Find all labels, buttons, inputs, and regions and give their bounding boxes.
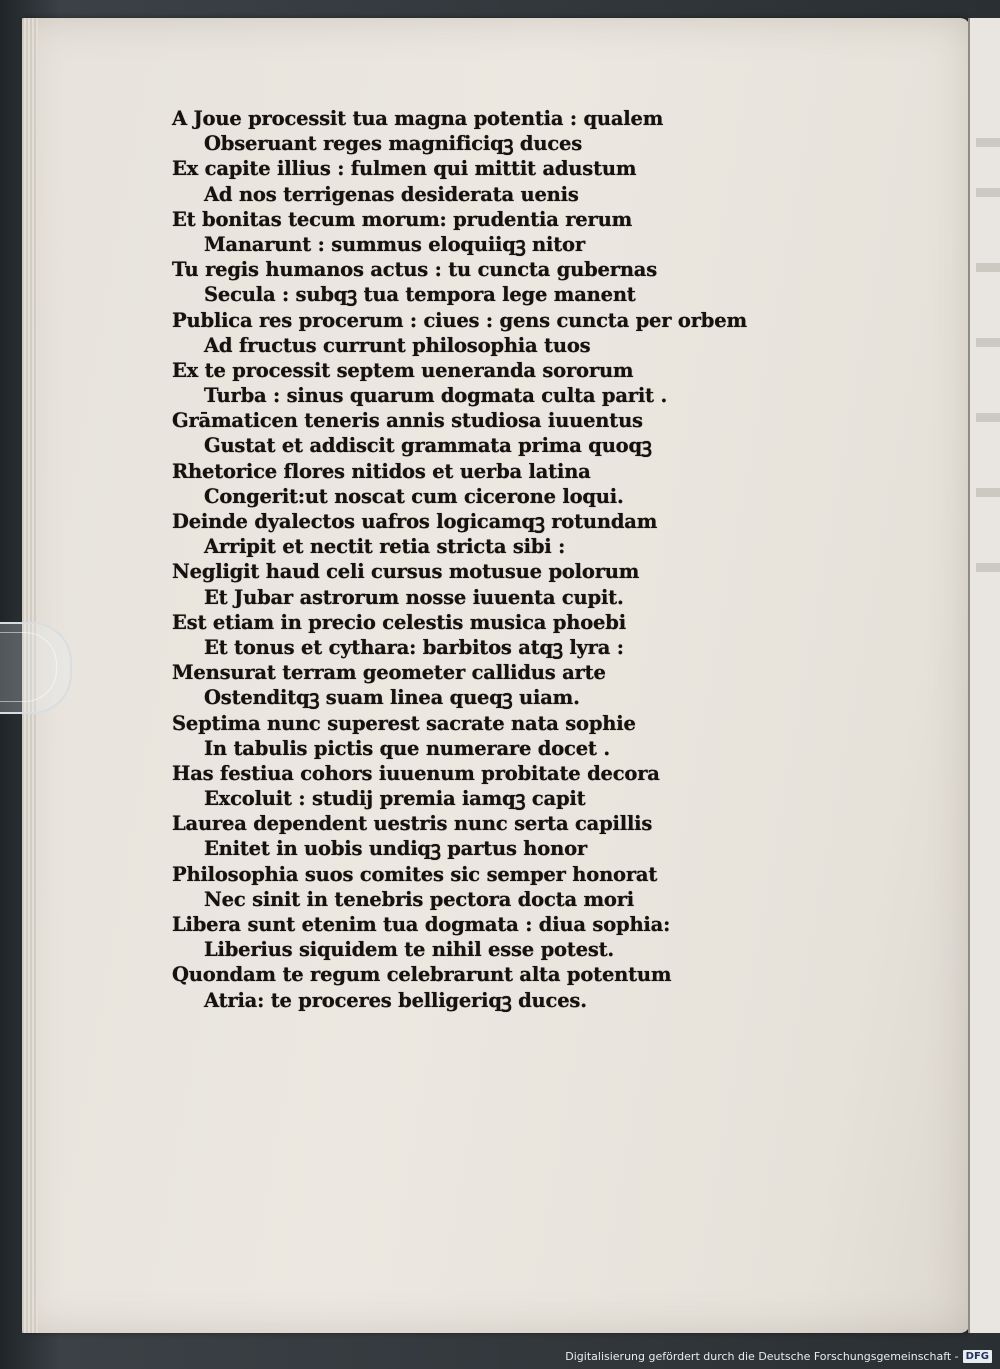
verse-line: Obseruant reges magnificiqꝫ duces <box>204 132 582 156</box>
bleed-through <box>976 188 1000 197</box>
verse-line: Atria: te proceres belligeriqꝫ duces. <box>204 988 587 1012</box>
verse-line: Ex te processit septem ueneranda sororum <box>172 358 634 382</box>
verse-line: Negligit haud celi cursus motusue polorum <box>172 560 640 584</box>
footer-credit: Digitalisierung gefördert durch die Deutsche Forschungsgemeinschaft - <box>565 1350 959 1363</box>
verse-line: Gustat et addiscit grammata prima quoqꝫ <box>204 434 652 458</box>
page-clip-inner <box>0 632 57 702</box>
verse-line: Mensurat terram geometer callidus arte <box>172 661 606 685</box>
verse-line: Est etiam in precio celestis musica phoebi <box>172 610 626 634</box>
verse-line: Philosophia suos comites sic semper honorat <box>172 862 658 886</box>
verse-line: Excoluit : studij premia iamqꝫ capit <box>204 787 586 811</box>
verse-line: Secula : subqꝫ tua tempora lege manent <box>204 283 636 307</box>
verse-line: Enitet in uobis undiqꝫ partus honor <box>204 837 587 861</box>
verse-line: Has festiua cohors iuuenum probitate decora <box>172 761 660 785</box>
verse-line: Grāmaticen teneris annis studiosa iuuentus <box>172 409 643 433</box>
verse-line: Congerit:ut noscat cum cicerone loqui. <box>204 484 624 508</box>
verse-line: Arripit et nectit retia stricta sibi : <box>204 535 566 559</box>
verse-line: In tabulis pictis que numerare docet . <box>204 736 610 760</box>
bleed-through <box>976 138 1000 147</box>
verse-line: Libera sunt etenim tua dogmata : diua sophia: <box>172 913 671 936</box>
verse-line: Et tonus et cythara: barbitos atqꝫ lyra : <box>204 635 624 659</box>
verse-line: Tu regis humanos actus : tu cuncta gubernas <box>172 258 658 282</box>
verse-line: Publica res procerum : ciues : gens cuncta per orbem <box>172 308 747 332</box>
verse-line: Deinde dyalectos uafros logicamqꝫ rotundam <box>172 510 658 533</box>
verse-line: Et bonitas tecum morum: prudentia rerum <box>172 207 633 231</box>
verse-line: Ad nos terrigenas desiderata uenis <box>204 182 579 206</box>
verse-line: Manarunt : summus eloquiiqꝫ nitor <box>204 232 585 256</box>
verse-line: Ostenditqꝫ suam linea queqꝫ uiam. <box>204 686 580 710</box>
verse-line: Laurea dependent uestris nunc serta capillis <box>172 812 653 836</box>
bleed-through <box>976 488 1000 497</box>
verse-text-block <box>172 106 747 1013</box>
verse-line: Et Jubar astrorum nosse iuuenta cupit. <box>204 585 624 609</box>
digitization-footer <box>565 1350 992 1363</box>
facing-page-edge <box>968 18 1000 1333</box>
bleed-through <box>976 263 1000 272</box>
verse-line: Nec sinit in tenebris pectora docta mori <box>204 887 635 911</box>
bleed-through <box>976 563 1000 572</box>
verse-line: Quondam te regum celebrarunt alta potentum <box>172 963 672 987</box>
verse-line: A Joue processit tua magna potentia : qualem <box>172 107 664 130</box>
verse-line: Ex capite illius : fulmen qui mittit adustum <box>172 157 637 181</box>
verse-line: Turba : sinus quarum dogmata culta parit . <box>204 384 668 408</box>
dfg-logo: DFG <box>963 1350 992 1363</box>
verse-line: Rhetorice flores nitidos et uerba latina <box>172 459 591 483</box>
verse-line: Septima nunc superest sacrate nata sophie <box>172 711 636 735</box>
bleed-through <box>976 338 1000 347</box>
verse-line: Ad fructus currunt philosophia tuos <box>204 333 591 357</box>
bleed-through <box>976 413 1000 422</box>
verse-line: Liberius siquidem te nihil esse potest. <box>204 938 615 962</box>
